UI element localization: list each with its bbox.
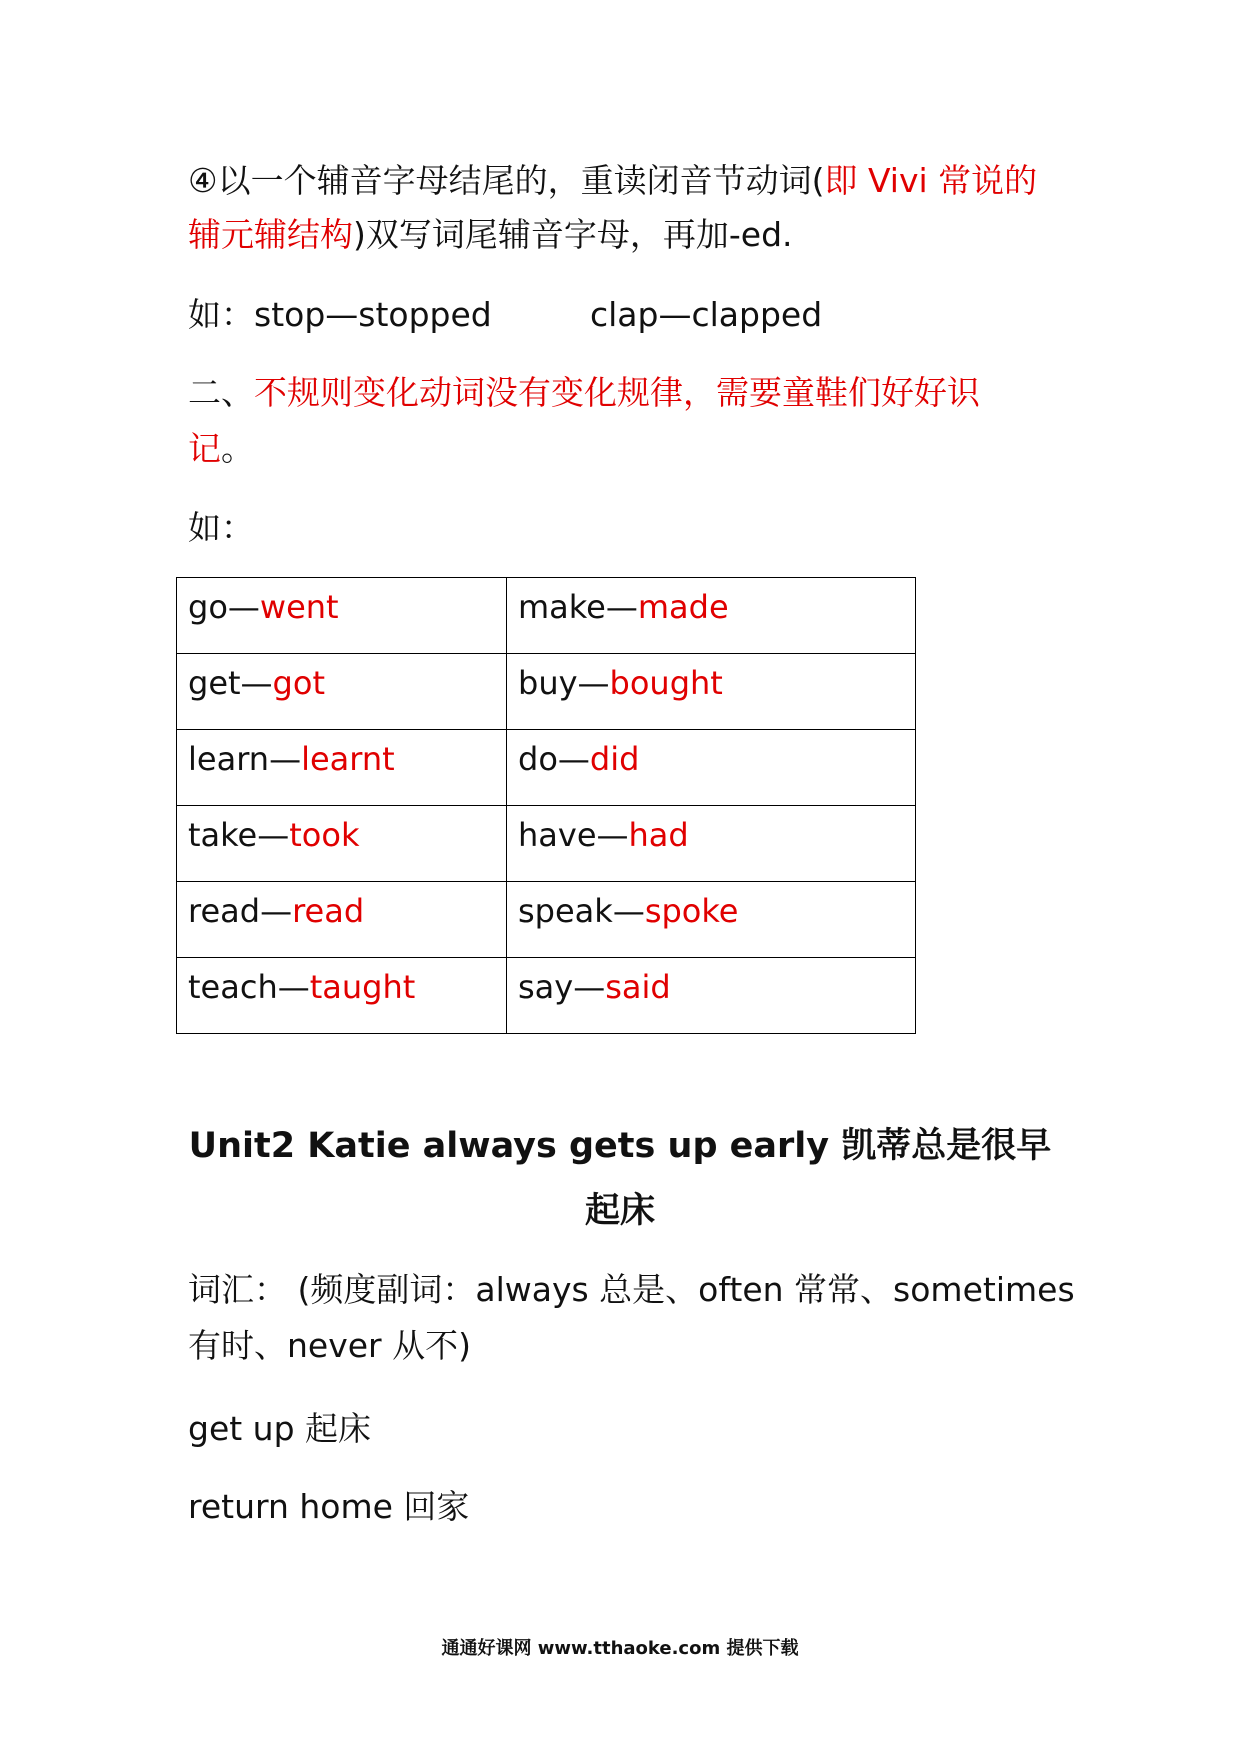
verb-cell: [507, 730, 916, 806]
verb-separator: —: [260, 892, 293, 930]
table-row: [177, 882, 916, 958]
verb-base: go: [188, 588, 228, 626]
irregular-verb-table: [176, 577, 916, 1034]
verb-cell: [507, 654, 916, 730]
rule4-text: ④以一个辅音字母结尾的，重读闭音节动词(: [188, 161, 825, 200]
verb-cell: [177, 730, 507, 806]
verb-past: read: [292, 892, 365, 930]
rule4-highlight: 辅元辅结构: [188, 215, 353, 254]
unit-heading-line1: Unit2 Katie always gets up early 凯蒂总是很早: [188, 1126, 1052, 1166]
rule4-highlight: 即 Vivi 常说的: [824, 161, 1038, 200]
verb-past: taught: [309, 968, 416, 1006]
verb-separator: —: [605, 588, 638, 626]
rule4-text: )双写词尾辅音字母，再加-ed.: [353, 215, 793, 254]
vocab-line1: 词汇： (频度副词：always 总是、often 常常、sometimes: [188, 1270, 1075, 1309]
example-prefix: 如：: [188, 295, 254, 334]
verb-base: do: [518, 740, 558, 778]
verb-base: read: [188, 892, 261, 930]
example-item: clap—clapped: [590, 295, 823, 334]
table-row: [177, 578, 916, 654]
section2-line1: [188, 370, 980, 416]
section2-line2: [188, 426, 254, 472]
verb-cell: [177, 578, 507, 654]
verb-base: speak: [518, 892, 613, 930]
verb-past: did: [589, 740, 640, 778]
table-row: [177, 806, 916, 882]
verb-separator: —: [257, 816, 290, 854]
table-row: [177, 654, 916, 730]
unit-heading-line2: 起床: [584, 1191, 655, 1231]
verb-cell: [507, 958, 916, 1034]
verb-base: learn: [188, 740, 270, 778]
verb-past: spoke: [644, 892, 739, 930]
rule4-line1: [188, 158, 1037, 204]
section-text: 不规则变化动词没有变化规律，需要童鞋们好好识: [254, 373, 980, 412]
verb-past: went: [259, 588, 339, 626]
verb-base: say: [518, 968, 574, 1006]
verb-base: make: [518, 588, 606, 626]
verb-cell: [507, 578, 916, 654]
verb-past: got: [272, 664, 325, 702]
vocab-line2: 有时、never 从不): [188, 1326, 471, 1365]
verb-separator: —: [269, 740, 302, 778]
verb-base: take: [188, 816, 258, 854]
verb-past: learnt: [301, 740, 395, 778]
vocab-phrase: get up 起床: [188, 1409, 372, 1448]
regular-examples: [188, 292, 492, 338]
verb-past: made: [637, 588, 729, 626]
verb-base: buy: [518, 664, 578, 702]
verb-cell: [177, 882, 507, 958]
verb-cell: [507, 882, 916, 958]
verb-cell: [177, 654, 507, 730]
verb-separator: —: [573, 968, 606, 1006]
verb-base: have: [518, 816, 597, 854]
verb-past: had: [628, 816, 689, 854]
verb-cell: [177, 958, 507, 1034]
verb-separator: —: [277, 968, 310, 1006]
example-item: stop—stopped: [254, 295, 492, 334]
rule4-line2: [188, 212, 793, 258]
verb-past: said: [605, 968, 671, 1006]
verb-past: took: [289, 816, 360, 854]
table-row: [177, 958, 916, 1034]
verb-separator: —: [612, 892, 645, 930]
verb-separator: —: [240, 664, 273, 702]
section-period: 。: [221, 429, 254, 468]
section-number: 二、: [188, 373, 254, 412]
vocab-phrase: return home 回家: [188, 1487, 470, 1526]
page-footer: 通通好课网 www.tthaoke.com 提供下载: [441, 1638, 799, 1659]
verb-cell: [507, 806, 916, 882]
table-row: [177, 730, 916, 806]
verb-separator: —: [596, 816, 629, 854]
verb-separator: —: [577, 664, 610, 702]
section-text: 记: [188, 429, 221, 468]
verb-separator: —: [557, 740, 590, 778]
example-label: 如：: [188, 508, 254, 547]
verb-base: get: [188, 664, 241, 702]
verb-base: teach: [188, 968, 278, 1006]
verb-cell: [177, 806, 507, 882]
verb-separator: —: [227, 588, 260, 626]
regular-examples-2: [590, 292, 822, 338]
verb-past: bought: [609, 664, 723, 702]
